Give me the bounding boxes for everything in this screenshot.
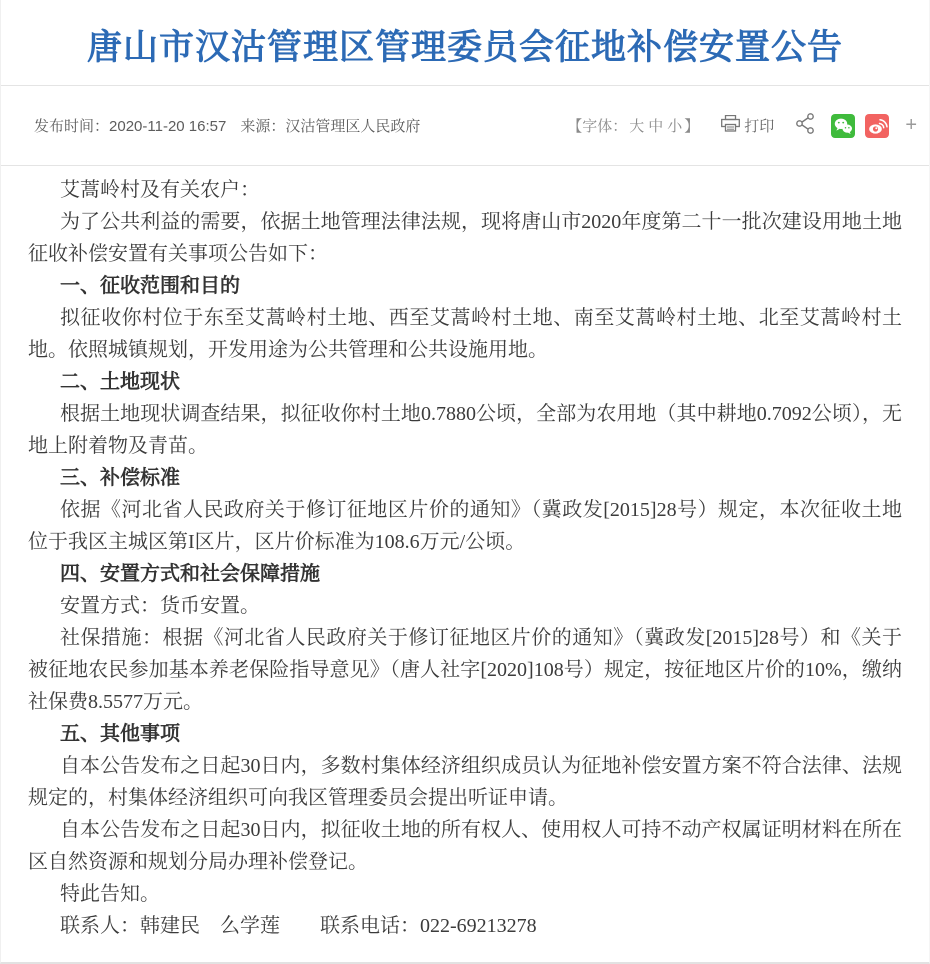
section-5-heading: 五、其他事项 (60, 723, 180, 745)
font-size-control (567, 115, 699, 136)
announcement-body (1, 166, 929, 942)
weibo-icon (865, 114, 889, 138)
source-value: 汉沽管理区人民政府 (285, 118, 421, 135)
font-size-medium-button[interactable]: 中 (648, 118, 664, 135)
wechat-share-button[interactable] (831, 114, 855, 138)
share-icon (796, 113, 815, 139)
section-5-paragraph-1: 自本公告发布之日起30日内，多数村集体经济组织成员认为征地补偿安置方案不符合法律、法规规定的，村集体经济组织可向我区管理委员会提出听证申请。 (28, 755, 902, 809)
salutation-line: 艾蒿岭村及有关农户： (60, 179, 260, 201)
section-1-paragraph: 拟征收你村位于东至艾蒿岭村土地、西至艾蒿岭村土地、南至艾蒿岭村土地、北至艾蒿岭村土地。依照城镇规划，开发用途为公共管理和公共设施用地。 (28, 307, 902, 361)
page-header (1, 0, 929, 86)
more-share-button[interactable]: + (905, 114, 917, 136)
font-size-large-button[interactable]: 大 (629, 118, 645, 135)
print-label: 打印 (744, 118, 775, 135)
publish-info (34, 115, 420, 136)
wechat-icon (831, 114, 855, 138)
section-5-paragraph-2: 自本公告发布之日起30日内，拟征收土地的所有权人、使用权人可持不动产权属证明材料在所在区自然资源和规划分局办理补偿登记。 (28, 819, 902, 873)
section-3-heading: 三、补偿标准 (60, 467, 180, 489)
section-4-heading: 四、安置方式和社会保障措施 (60, 563, 320, 585)
toolbar (567, 113, 921, 139)
publish-time-label: 发布时间： (34, 118, 110, 135)
page-title: 唐山市汉沽管理区管理委员会征地补偿安置公告 (86, 27, 843, 67)
section-3-paragraph: 依据《河北省人民政府关于修订征地区片价的通知》（冀政发[2015]28号）规定，本次征收土地位于我区主城区第I区片，区片价标准为108.6万元/公顷。 (28, 499, 902, 553)
font-size-bracket-close: 】 (684, 118, 700, 135)
section-2-paragraph: 根据土地现状调查结果，拟征收你村土地0.7880公顷，全部为农用地（其中耕地0.7092公顷），无地上附着物及青苗。 (28, 403, 902, 457)
printer-icon (721, 115, 744, 136)
section-2-heading: 二、土地现状 (60, 371, 180, 393)
print-button[interactable] (721, 115, 774, 136)
intro-paragraph: 为了公共利益的需要，依据土地管理法律法规，现将唐山市2020年度第二十一批次建设用地土地征收补偿安置有关事项公告如下： (28, 211, 902, 265)
section-4-paragraph-2: 社保措施：根据《河北省人民政府关于修订征地区片价的通知》（冀政发[2015]28号）和《关于被征地农民参加基本养老保险指导意见》（唐人社字[2020]108号）规定，按征地区片价的10%，缴纳社保费8.5577万元。 (28, 627, 902, 713)
font-size-small-button[interactable]: 小 (667, 118, 683, 135)
meta-bar (1, 86, 929, 166)
closing-line: 特此告知。 (60, 883, 160, 905)
contact-line: 联系人：韩建民 么学莲 联系电话：022-69213278 (60, 915, 537, 937)
publish-time-value: 2020-11-20 16:57 (109, 118, 227, 135)
section-4-paragraph-1: 安置方式：货币安置。 (60, 595, 260, 617)
source-label: 来源： (240, 118, 286, 135)
section-1-heading: 一、征收范围和目的 (60, 275, 240, 297)
share-button[interactable] (796, 113, 815, 139)
weibo-share-button[interactable] (865, 114, 889, 138)
font-size-bracket-open: 【字体： (567, 118, 628, 135)
